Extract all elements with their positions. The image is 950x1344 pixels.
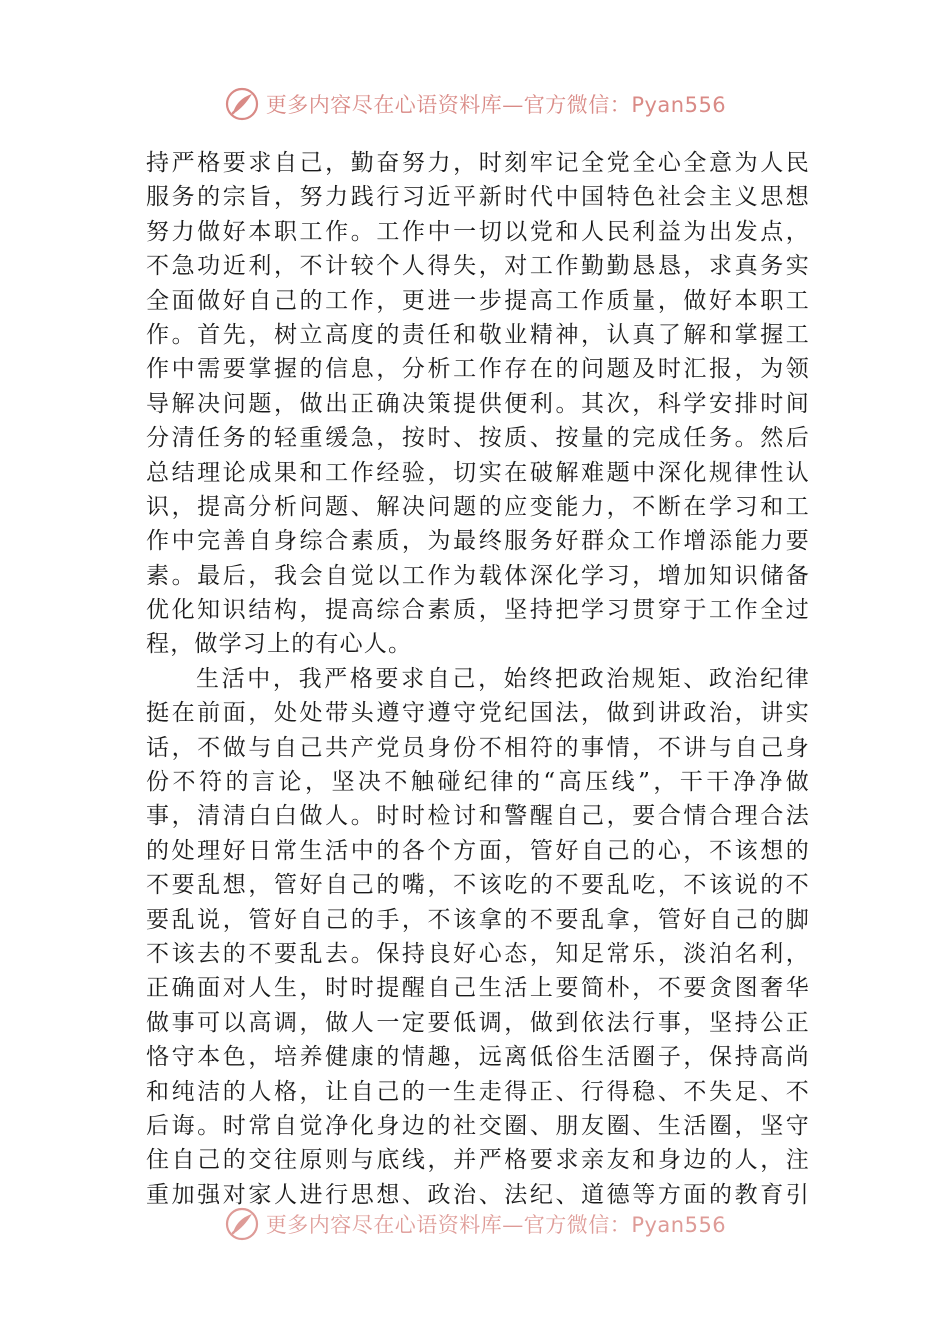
paragraph-line: 和纯洁的人格，让自己的一生走得正、行得稳、不失足、不	[146, 1078, 810, 1105]
paragraph-line: 住自己的交往原则与底线，并严格要求亲友和身边的人，注	[146, 1147, 810, 1174]
paragraph-line: 持严格要求自己，勤奋努力，时刻牢记全党全心全意为人民	[146, 150, 810, 176]
paragraph-line: 素。最后，我会自觉以工作为载体深化学习，增加知识储备	[146, 562, 810, 589]
paragraph-line: 总结理论成果和工作经验，切实在破解难题中深化规律性认	[146, 459, 810, 486]
watermark-wechat-id: Pyan556	[631, 1213, 727, 1237]
watermark-text: 更多内容尽在心语资料库—官方微信：	[265, 1213, 632, 1237]
watermark-wechat-id: Pyan556	[631, 93, 727, 117]
paragraph-line: 全面做好自己的工作，更进一步提高工作质量，做好本职工	[146, 287, 810, 314]
paragraph-line: 后诲。时常自觉净化身边的社交圈、朋友圈、生活圈，坚守	[146, 1112, 810, 1139]
paragraph-line: 优化知识结构，提高综合素质，坚持把学习贯穿于工作全过	[146, 597, 810, 624]
paragraph-line: 挺在前面，处处带头遵守遵守党纪国法，做到讲政治，讲实	[146, 700, 810, 727]
body-text	[146, 146, 810, 1212]
paragraph-line: 作中完善自身综合素质，为最终服务好群众工作增添能力要	[146, 528, 810, 555]
paragraph-line: 不该去的不要乱去。保持良好心态，知足常乐，淡泊名利，	[146, 940, 810, 967]
paragraph-line: 恪守本色，培养健康的情趣，远离低俗生活圈子，保持高尚	[146, 1044, 810, 1071]
paragraph-line: 不要乱想，管好自己的嘴，不该吃的不要乱吃，不该说的不	[146, 872, 810, 899]
footer-watermark	[0, 1204, 950, 1244]
paragraph-line: 话，不做与自己共产党员身份不相符的事情，不讲与自己身	[146, 734, 810, 761]
paragraph-line: 导解决问题，做出正确决策提供便利。其次，科学安排时间	[146, 390, 810, 417]
paragraph-line: 事，清清白白做人。时时检讨和警醒自己，要合情合理合法	[146, 803, 810, 830]
paragraph-line: 正确面对人生，时时提醒自己生活上要简朴，不要贪图奢华	[146, 975, 810, 1002]
brush-logo-icon	[224, 1206, 260, 1242]
paragraph-line: 份不符的言论，坚决不触碰纪律的“高压线”，干干净净做	[146, 769, 810, 796]
paragraph-line: 作。首先，树立高度的责任和敬业精神，认真了解和掌握工	[146, 321, 810, 348]
paragraph-line: 识，提高分析问题、解决问题的应变能力，不断在学习和工	[146, 493, 810, 520]
paragraph-line: 分清任务的轻重缓急，按时、按质、按量的完成任务。然后	[146, 425, 810, 452]
paragraph-line: 作中需要掌握的信息，分析工作存在的问题及时汇报，为领	[146, 356, 810, 383]
watermark-text: 更多内容尽在心语资料库—官方微信：	[265, 93, 632, 117]
paragraph-line: 服务的宗旨，努力践行习近平新时代中国特色社会主义思想	[146, 184, 810, 211]
paragraph-line: 要乱说，管好自己的手，不该拿的不要乱拿，管好自己的脚	[146, 906, 810, 933]
paragraph-line: 的处理好日常生活中的各个方面，管好自己的心，不该想的	[146, 837, 810, 864]
paragraph-line: 生活中，我严格要求自己，始终把政治规矩、政治纪律	[196, 665, 810, 692]
paragraph-line: 重加强对家人进行思想、政治、法纪、道德等方面的教育引	[146, 1181, 810, 1208]
header-watermark	[0, 84, 950, 124]
paragraph-line: 程，做学习上的有心人。	[146, 631, 413, 658]
paragraph-line: 不急功近利，不计较个人得失，对工作勤勤恳恳，求真务实	[146, 253, 810, 280]
paragraph-line: 做事可以高调，做人一定要低调，做到依法行事，坚持公正	[146, 1009, 810, 1036]
brush-logo-icon	[224, 86, 260, 122]
paragraph-line: 努力做好本职工作。工作中一切以党和人民利益为出发点，	[146, 218, 810, 245]
